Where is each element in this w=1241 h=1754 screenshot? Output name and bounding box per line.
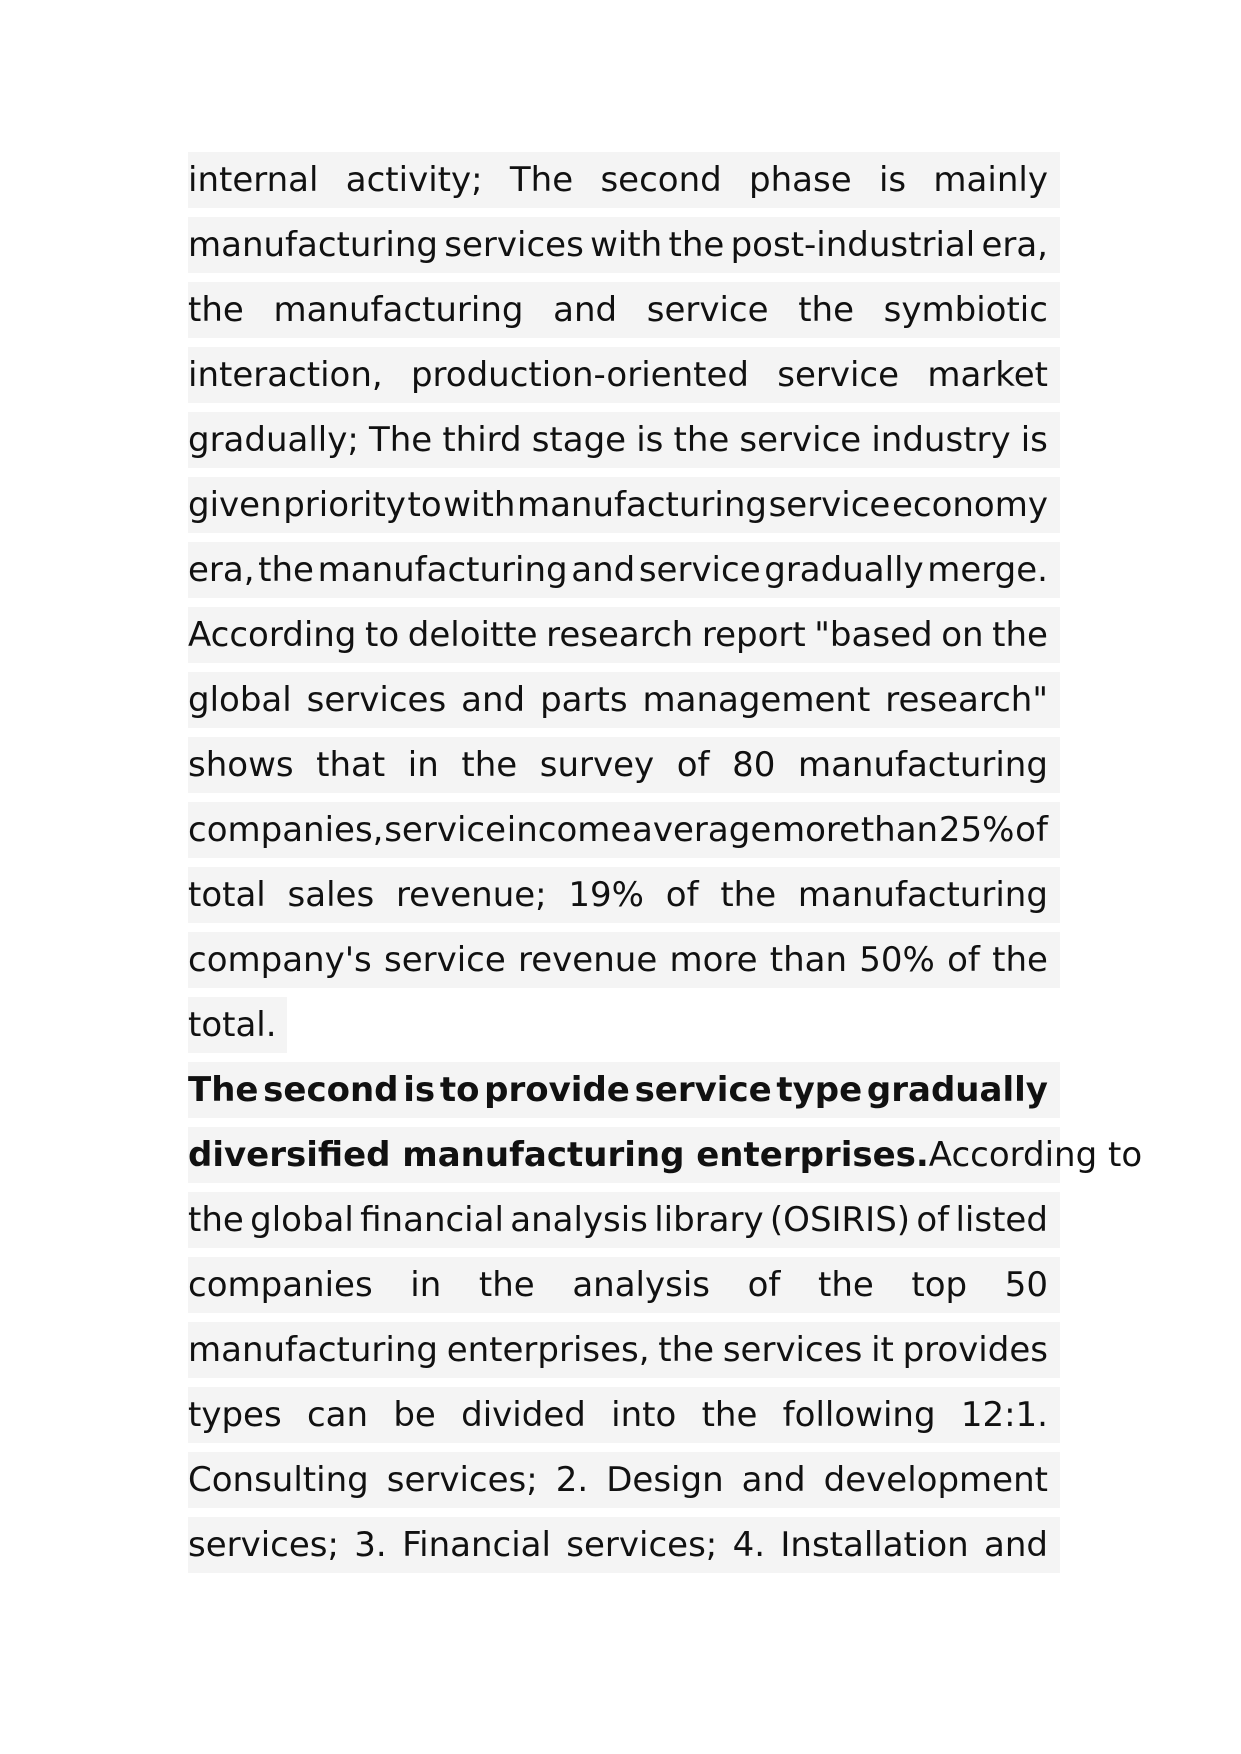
word: service [739, 420, 862, 460]
word: listed [955, 1200, 1048, 1240]
word: third [442, 420, 522, 460]
word: era, [981, 225, 1048, 265]
word: manufacturing [273, 290, 524, 330]
word: library [654, 1200, 764, 1240]
word: 19% [568, 875, 644, 915]
word: to [365, 615, 400, 655]
word: mainly [933, 160, 1048, 200]
text-line [188, 412, 1060, 468]
word: of [676, 745, 710, 785]
text-line [188, 802, 1060, 858]
word: more [771, 810, 861, 850]
word: analysis [510, 1200, 648, 1240]
word: that [316, 745, 386, 785]
word: income [506, 810, 632, 850]
word: interaction, [188, 355, 383, 395]
word: global [188, 680, 292, 720]
word: services [306, 680, 447, 720]
word: and [984, 1525, 1048, 1565]
body-text [188, 152, 1143, 1582]
word: the [701, 1395, 758, 1435]
word: the [673, 420, 730, 460]
word: (OSIRIS) [769, 1200, 911, 1240]
word: service [384, 810, 507, 850]
word: the [258, 550, 314, 590]
word: Financial [402, 1525, 551, 1565]
word: management [642, 680, 871, 720]
heading-line-mixed [188, 1127, 1143, 1183]
last-line-wrapper [188, 997, 1060, 1062]
word: report [701, 615, 806, 655]
word: post-industrial [730, 225, 976, 265]
word: of [665, 875, 699, 915]
word: service [634, 1070, 772, 1110]
word: merge. [927, 550, 1048, 590]
word: survey [539, 745, 655, 785]
word: 50% [859, 940, 935, 980]
word: manufacturing [188, 225, 438, 265]
word: service [384, 940, 506, 980]
word: than [860, 810, 939, 850]
word: and [741, 1460, 806, 1500]
word: the [992, 940, 1048, 980]
word: service [777, 355, 900, 395]
word: is [636, 420, 664, 460]
word: sales [287, 875, 375, 915]
word: 4. [732, 1525, 766, 1565]
text-line: total. [188, 997, 287, 1053]
word: 80 [732, 745, 776, 785]
text-line [188, 1517, 1060, 1573]
word: services [444, 225, 584, 265]
word: of [947, 940, 980, 980]
word: industry [871, 420, 1011, 460]
text-line [188, 867, 1060, 923]
word: to [407, 485, 442, 525]
word: enterprises, [446, 1330, 650, 1370]
word: market [927, 355, 1048, 395]
word: services; [188, 1525, 339, 1565]
text-line [188, 672, 1060, 728]
word: company's [188, 940, 372, 980]
word: and [553, 290, 618, 330]
word: more [669, 940, 758, 980]
word: service [768, 485, 891, 525]
word: research [546, 615, 694, 655]
word: 12:1. [960, 1395, 1048, 1435]
word: economy [891, 485, 1048, 525]
heading-continuation: According to [928, 1135, 1143, 1175]
word: global [250, 1200, 354, 1240]
text-line [188, 1257, 1060, 1313]
word: manufacturing [188, 1330, 438, 1370]
word: The [188, 1070, 259, 1110]
text-line [188, 1452, 1060, 1508]
word: revenue [518, 940, 658, 980]
word: development [823, 1460, 1048, 1500]
text-line [188, 477, 1060, 533]
word: the [658, 1330, 715, 1370]
word: financial [360, 1200, 504, 1240]
word: deloitte [407, 615, 538, 655]
word: it [871, 1330, 894, 1370]
word: and [461, 680, 526, 720]
word: given [188, 485, 282, 525]
text-line [188, 932, 1060, 988]
word: services; [566, 1525, 718, 1565]
word: with [590, 225, 663, 265]
word: be [393, 1395, 436, 1435]
word: companies [188, 1265, 373, 1305]
word: service [638, 550, 761, 590]
word: of [916, 1200, 950, 1240]
text-line [188, 542, 1060, 598]
word: is [1020, 420, 1048, 460]
text-line [188, 737, 1060, 793]
word: production-oriented [410, 355, 749, 395]
word: 50 [1004, 1265, 1048, 1305]
word: the [798, 290, 855, 330]
word: 3. [354, 1525, 387, 1565]
word: manufacturing [516, 485, 767, 525]
word: phase [749, 160, 852, 200]
word: activity; [345, 160, 483, 200]
text-line [188, 347, 1060, 403]
word: and [571, 550, 636, 590]
word: analysis [572, 1265, 710, 1305]
word: stage [531, 420, 627, 460]
word: gradually [866, 1070, 1048, 1110]
word: second [263, 1070, 399, 1110]
word: following [782, 1395, 936, 1435]
word: shows [188, 745, 294, 785]
word: 2. [555, 1460, 589, 1500]
word: with [443, 485, 516, 525]
word: revenue; [395, 875, 547, 915]
word: According [188, 615, 357, 655]
word: internal [188, 160, 319, 200]
text-line [188, 1192, 1060, 1248]
word: symbiotic [883, 290, 1048, 330]
word: the [668, 225, 725, 265]
word: the [188, 1200, 244, 1240]
text-line [188, 607, 1060, 663]
word: is [403, 1070, 436, 1110]
word: the [461, 745, 518, 785]
word: can [306, 1395, 369, 1435]
word: service [646, 290, 769, 330]
word: into [611, 1395, 677, 1435]
word: "based [814, 615, 933, 655]
word: than [769, 940, 848, 980]
word: manufacturing [797, 875, 1048, 915]
word: total [188, 875, 266, 915]
word: the [188, 290, 244, 330]
word: Design [606, 1460, 724, 1500]
word: The [509, 160, 574, 200]
word: Installation [780, 1525, 969, 1565]
word: priority [283, 485, 406, 525]
word: gradually [764, 550, 924, 590]
word: Consulting [188, 1460, 369, 1500]
word: of [1015, 810, 1048, 850]
word: era, [188, 550, 255, 590]
text-line [188, 1387, 1060, 1443]
word: services; [386, 1460, 538, 1500]
text-line [188, 282, 1060, 338]
text-line [188, 152, 1060, 208]
word: in [407, 745, 439, 785]
word: parts [540, 680, 628, 720]
word: provides [902, 1330, 1048, 1370]
word: 25% [938, 810, 1015, 850]
word: to [439, 1070, 480, 1110]
word: in [410, 1265, 442, 1305]
text-line [188, 1322, 1060, 1378]
word: type [776, 1070, 863, 1110]
word: manufacturing [797, 745, 1048, 785]
word: the [992, 615, 1048, 655]
heading-emphasis: diversified manufacturing enterprises. [188, 1135, 929, 1175]
word: of [747, 1265, 781, 1305]
word: companies, [188, 810, 384, 850]
word: on [941, 615, 984, 655]
word: provide [484, 1070, 630, 1110]
text-line [188, 217, 1060, 273]
word: The [368, 420, 433, 460]
heading-line [188, 1062, 1060, 1118]
word: second [600, 160, 722, 200]
word: is [878, 160, 907, 200]
word: manufacturing [317, 550, 568, 590]
word: research" [885, 680, 1048, 720]
word: the [478, 1265, 535, 1305]
word: the [817, 1265, 874, 1305]
word: average [632, 810, 772, 850]
word: services [722, 1330, 863, 1370]
word: gradually; [188, 420, 359, 460]
word: divided [461, 1395, 586, 1435]
word: types [188, 1395, 282, 1435]
word: top [911, 1265, 968, 1305]
word: the [720, 875, 777, 915]
